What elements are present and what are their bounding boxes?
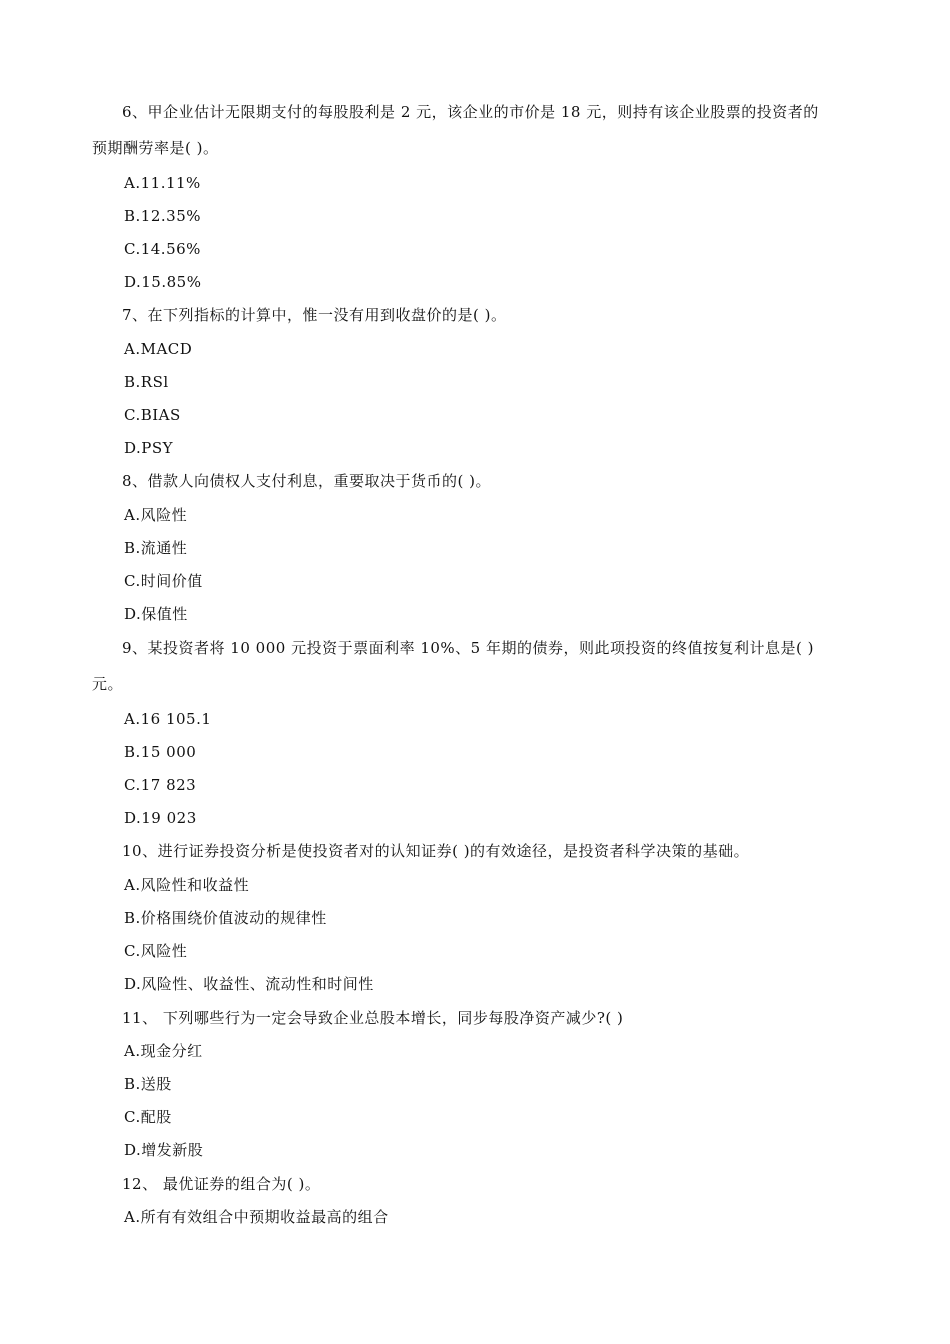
question-6-option-b: B.12.35% bbox=[124, 207, 201, 225]
question-8-stem: 8、借款人向债权人支付利息，重要取决于货币的( )。 bbox=[122, 472, 492, 490]
question-10-option-c: C.风险性 bbox=[124, 942, 188, 960]
question-9-option-a: A.16 105.1 bbox=[124, 710, 212, 728]
question-8-option-d: D.保值性 bbox=[124, 605, 188, 623]
question-8-option-b: B.流通性 bbox=[124, 539, 188, 557]
question-9-option-b: B.15 000 bbox=[124, 743, 197, 761]
question-9-stem-continued: 元。 bbox=[92, 675, 124, 693]
question-7-option-d: D.PSY bbox=[124, 439, 174, 457]
question-6-option-d: D.15.85% bbox=[124, 273, 202, 291]
question-10-option-b: B.价格围绕价值波动的规律性 bbox=[124, 909, 327, 927]
question-11-option-d: D.增发新股 bbox=[124, 1141, 204, 1159]
question-6-option-a: A.11.11% bbox=[124, 174, 201, 192]
question-6-option-c: C.14.56% bbox=[124, 240, 201, 258]
question-11-stem: 11、 下列哪些行为一定会导致企业总股本增长，同步每股净资产减少?( ) bbox=[122, 1009, 624, 1027]
question-10-stem: 10、进行证券投资分析是使投资者对的认知证券( )的有效途径，是投资者科学决策的基础。 bbox=[122, 842, 750, 860]
question-6-stem: 6、甲企业估计无限期支付的每股股利是 2 元，该企业的市价是 18 元，则持有该企业股票的投资者的 bbox=[122, 103, 819, 121]
question-8-option-c: C.时间价值 bbox=[124, 572, 203, 590]
question-12-option-a: A.所有有效组合中预期收益最高的组合 bbox=[124, 1208, 389, 1226]
question-7-option-c: C.BIAS bbox=[124, 406, 181, 424]
question-6-stem-continued: 预期酬劳率是( )。 bbox=[92, 139, 219, 157]
question-12-stem: 12、 最优证券的组合为( )。 bbox=[122, 1175, 321, 1193]
question-9-option-c: C.17 823 bbox=[124, 776, 197, 794]
question-7-option-a: A.MACD bbox=[124, 340, 193, 358]
question-7-stem: 7、在下列指标的计算中，惟一没有用到收盘价的是( )。 bbox=[122, 306, 507, 324]
question-9-option-d: D.19 023 bbox=[124, 809, 197, 827]
question-11-option-b: B.送股 bbox=[124, 1075, 172, 1093]
question-10-option-d: D.风险性、收益性、流动性和时间性 bbox=[124, 975, 374, 993]
question-9-stem: 9、某投资者将 10 000 元投资于票面利率 10%、5 年期的债券，则此项投资的终值按复利计息是( ) bbox=[122, 639, 814, 657]
question-8-option-a: A.风险性 bbox=[124, 506, 188, 524]
question-10-option-a: A.风险性和收益性 bbox=[124, 876, 250, 894]
question-11-option-a: A.现金分红 bbox=[124, 1042, 203, 1060]
question-11-option-c: C.配股 bbox=[124, 1108, 172, 1126]
question-7-option-b: B.RSl bbox=[124, 373, 169, 391]
